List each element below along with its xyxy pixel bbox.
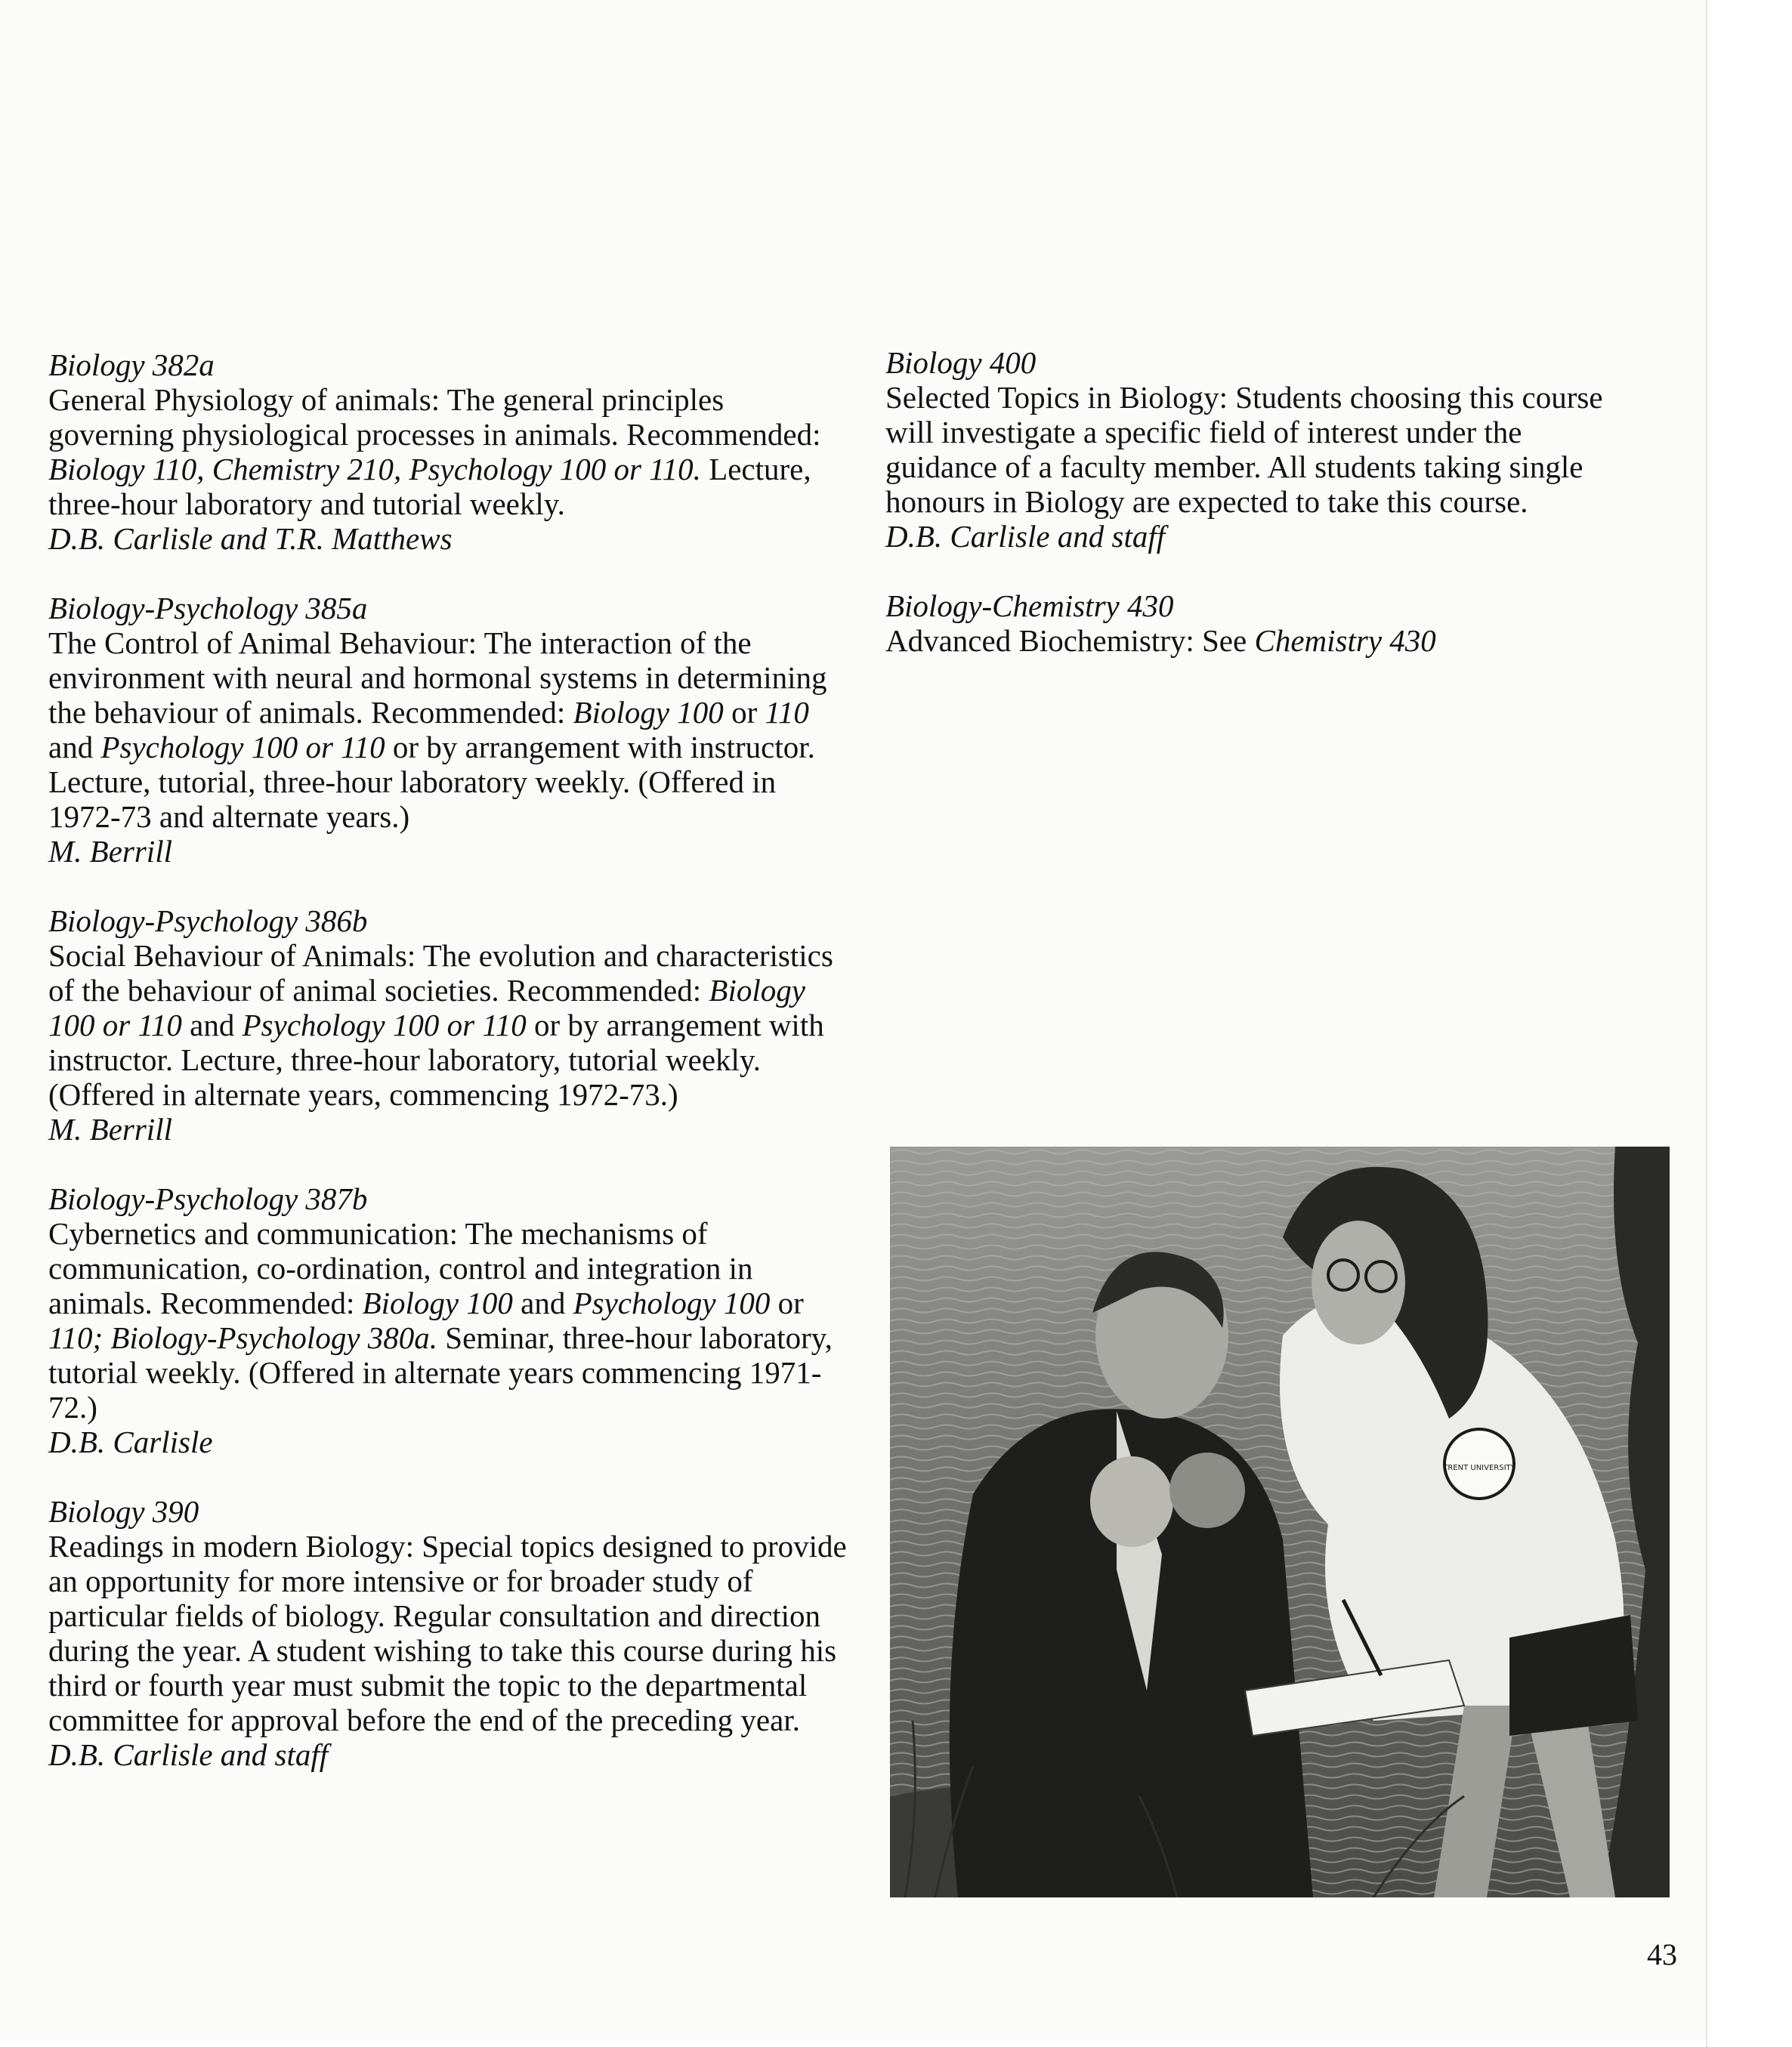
students-field-photo: [890, 1147, 1670, 1897]
right-column: [885, 345, 1641, 693]
course-entry: [885, 345, 1641, 554]
course-title: Biology 390: [48, 1494, 199, 1529]
course-entry: [48, 1494, 849, 1772]
course-title: Biology-Psychology 386b: [48, 903, 368, 938]
description-text: or: [770, 1286, 804, 1320]
description-text: and: [512, 1286, 573, 1320]
course-instructor: D.B. Carlisle and staff: [48, 1737, 329, 1772]
description-text: Selected Topics in Biology: Students choosing this course will investigate a specific field of interest under the guidance of a faculty member. All students taking single honours in Biology are expected to take this course.: [885, 380, 1603, 519]
course-reference: Biology 110, Chemistry 210, Psychology 100 or 110.: [48, 452, 701, 486]
page-number: 43: [1647, 1937, 1677, 1971]
course-reference: 110; Biology-Psychology 380a.: [48, 1320, 438, 1355]
course-title: Biology-Psychology 385a: [48, 591, 368, 625]
scan-margin: [1706, 0, 1792, 2047]
description-text: or by arrangement with instructor. Lecture, tutorial, three-hour laboratory weekly. (Offered in 1972-73 and alternate years.): [48, 730, 815, 834]
description-text: Lecture, three-hour laboratory and tutorial weekly.: [48, 452, 811, 521]
course-reference: Biology 100 or 110: [48, 973, 805, 1042]
description-text: Cybernetics and communication: The mechanisms of communication, co-ordination, control and integration in animals. Recommended:: [48, 1216, 753, 1320]
course-reference: Psychology 100: [573, 1286, 771, 1320]
description-text: Advanced Biochemistry: See: [885, 623, 1255, 658]
course-description: [48, 1529, 849, 1737]
course-entry: [48, 591, 849, 869]
course-entry: [885, 588, 1641, 658]
description-text: and: [181, 1008, 243, 1042]
course-entry: [48, 1181, 849, 1459]
left-column: [48, 347, 849, 1807]
course-description: [48, 625, 849, 834]
course-reference: Psychology 100 or 110: [100, 730, 385, 764]
course-title: Biology 400: [885, 345, 1037, 380]
description-text: General Physiology of animals: The general principles governing physiological processes in animals. Recommended:: [48, 382, 821, 452]
course-reference: 110: [765, 695, 809, 730]
description-text: Social Behaviour of Animals: The evolution and characteristics of the behaviour of animal societies. Recommended:: [48, 938, 833, 1008]
course-title: Biology-Psychology 387b: [48, 1181, 368, 1216]
course-description: [48, 382, 849, 521]
course-instructor: D.B. Carlisle and staff: [885, 519, 1166, 554]
course-title: Biology-Chemistry 430: [885, 588, 1174, 623]
course-reference: Psychology 100 or 110: [242, 1008, 527, 1042]
description-text: and: [48, 730, 101, 764]
description-text: or by arrangement with instructor. Lecture, three-hour laboratory, tutorial weekly. (Offered in alternate years, commencing 1972-73.): [48, 1008, 824, 1112]
description-text: Seminar, three-hour laboratory, tutorial weekly. (Offered in alternate years commencing 1971-72.): [48, 1320, 833, 1425]
description-text: or: [723, 695, 765, 730]
course-description: [48, 1216, 849, 1425]
course-reference: Chemistry 430: [1254, 623, 1436, 658]
course-instructor: M. Berrill: [48, 1112, 172, 1147]
description-text: Readings in modern Biology: Special topics designed to provide an opportunity for more intensive or for broader study of particular fields of biology. Regular consultation and direction during the year. A student wishing to take this course during his third or fourth year must submit the topic to the departmental committee for approval before the end of the preceding year.: [48, 1529, 847, 1737]
course-reference: Biology 100: [362, 1286, 513, 1320]
course-description: [885, 380, 1641, 519]
course-title: Biology 382a: [48, 347, 215, 382]
course-reference: Biology 100: [573, 695, 724, 730]
description-text: The Control of Animal Behaviour: The interaction of the environment with neural and hormonal systems in determining the behaviour of animals. Recommended:: [48, 625, 827, 730]
course-entry: [48, 903, 849, 1147]
course-entry: [48, 347, 849, 556]
course-instructor: M. Berrill: [48, 834, 172, 869]
course-instructor: D.B. Carlisle and T.R. Matthews: [48, 521, 453, 556]
course-description: [48, 938, 849, 1112]
course-description: [885, 623, 1641, 658]
svg-text:TRENT UNIVERSITY: TRENT UNIVERSITY: [1443, 1464, 1515, 1472]
course-instructor: D.B. Carlisle: [48, 1425, 213, 1459]
